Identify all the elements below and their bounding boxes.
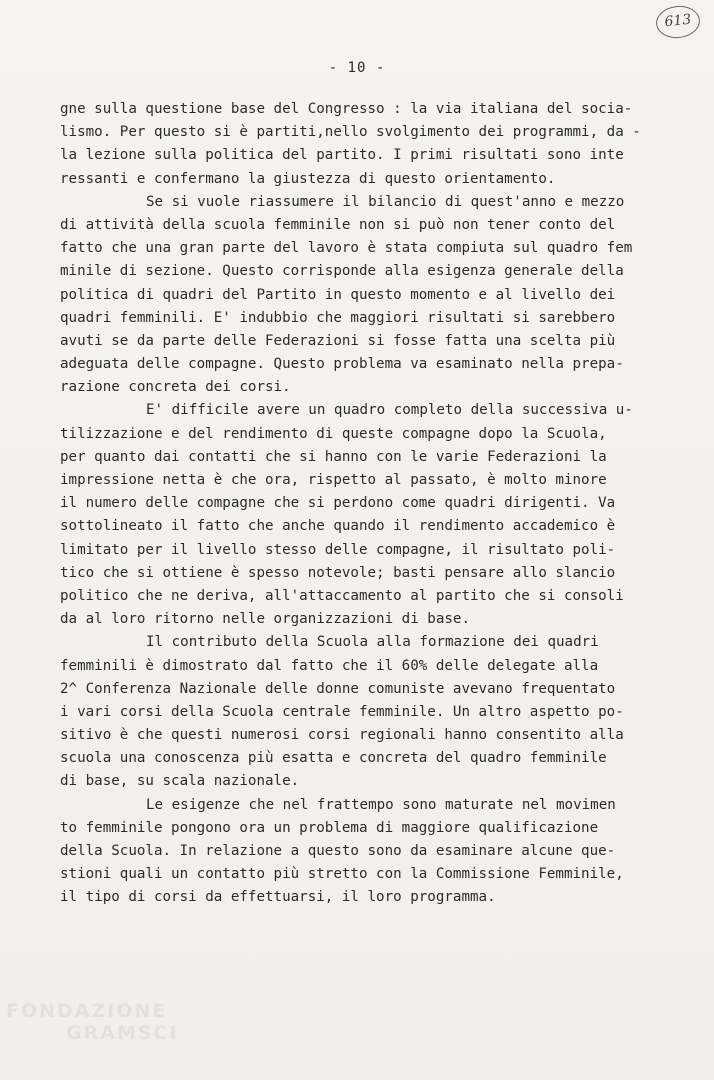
text-line: ressanti e confermano la giustezza di questo orientamento. <box>60 170 556 187</box>
watermark-line-2: GRAMSCI <box>66 1022 179 1044</box>
text-line: femminili è dimostrato dal fatto che il 60% delle delegate alla <box>60 657 599 674</box>
text-line: da al loro ritorno nelle organizzazioni di base. <box>60 611 470 628</box>
text-line: sitivo è che questi numerosi corsi regionali hanno consentito alla <box>60 727 624 744</box>
text-line: impressione netta è che ora, rispetto al passato, è molto minore <box>60 472 607 488</box>
text-line: la lezione sulla politica del partito. I primi risultati sono inte <box>60 147 624 164</box>
archive-number-stamp: 613 <box>654 4 701 40</box>
text-line: adeguata delle compagne. Questo problema va esaminato nella prepa- <box>60 356 624 373</box>
text-line: scuola una conoscenza più esatta e concreta del quadro femminile <box>60 750 607 767</box>
text-line: il numero delle compagne che si perdono come quadri dirigenti. Va <box>60 495 616 512</box>
text-line: sottolineato il fatto che anche quando il rendimento accademico è <box>60 518 616 535</box>
text-line: E' difficile avere un quadro completo della successiva u- <box>146 402 633 419</box>
text-line: gne sulla questione base del Congresso : la via italiana del socia- <box>60 101 633 117</box>
text-line: politico che ne deriva, all'attaccamento al partito che si consoli <box>60 587 624 604</box>
text-line: di attività della scuola femminile non si può non tener conto del <box>60 216 616 233</box>
text-line: lismo. Per questo si è partiti,nello svolgimento dei programmi, da - <box>60 124 641 141</box>
text-line: i vari corsi della Scuola centrale femminile. Un altro aspetto po- <box>60 703 624 720</box>
text-line: Se si vuole riassumere il bilancio di quest'anno e mezzo <box>146 193 625 210</box>
text-line: di base, su scala nazionale. <box>60 773 300 790</box>
text-line: il tipo di corsi da effettuarsi, il loro programma. <box>60 889 496 906</box>
text-line: Il contributo della Scuola alla formazione dei quadri <box>146 634 599 651</box>
text-line: avuti se da parte delle Federazioni si fosse fatta una scelta più <box>60 332 616 349</box>
typed-body-text <box>60 98 660 910</box>
text-line: stioni quali un contatto più stretto con la Commissione Femminile, <box>60 866 624 883</box>
text-line: della Scuola. In relazione a questo sono da esaminare alcune que- <box>60 843 616 859</box>
text-line: to femminile pongono ora un problema di maggiore qualificazione <box>60 819 599 836</box>
watermark-line-1: FONDAZIONE <box>6 1000 168 1022</box>
text-line: 2^ Conferenza Nazionale delle donne comuniste avevano frequentato <box>60 680 616 697</box>
text-line: limitato per il livello stesso delle compagne, il risultato poli- <box>60 541 616 558</box>
text-line: per quanto dai contatti che si hanno con le varie Federazioni la <box>60 448 607 465</box>
text-line: tilizzazione e del rendimento di queste compagne dopo la Scuola, <box>60 425 607 442</box>
text-line: fatto che una gran parte del lavoro è stata compiuta sul quadro fem <box>60 240 633 257</box>
text-line: tico che si ottiene è spesso notevole; basti pensare allo slancio <box>60 564 616 581</box>
text-line: quadri femminili. E' indubbio che maggiori risultati si sarebbero <box>60 309 616 326</box>
text-line: Le esigenze che nel frattempo sono maturate nel movimen <box>146 796 616 813</box>
archive-watermark <box>6 1000 179 1044</box>
page-number: - 10 - <box>328 60 386 76</box>
text-line: razione concreta dei corsi. <box>60 379 291 396</box>
text-line: politica di quadri del Partito in questo momento e al livello dei <box>60 286 616 303</box>
text-line: minile di sezione. Questo corrisponde alla esigenza generale della <box>60 263 624 280</box>
